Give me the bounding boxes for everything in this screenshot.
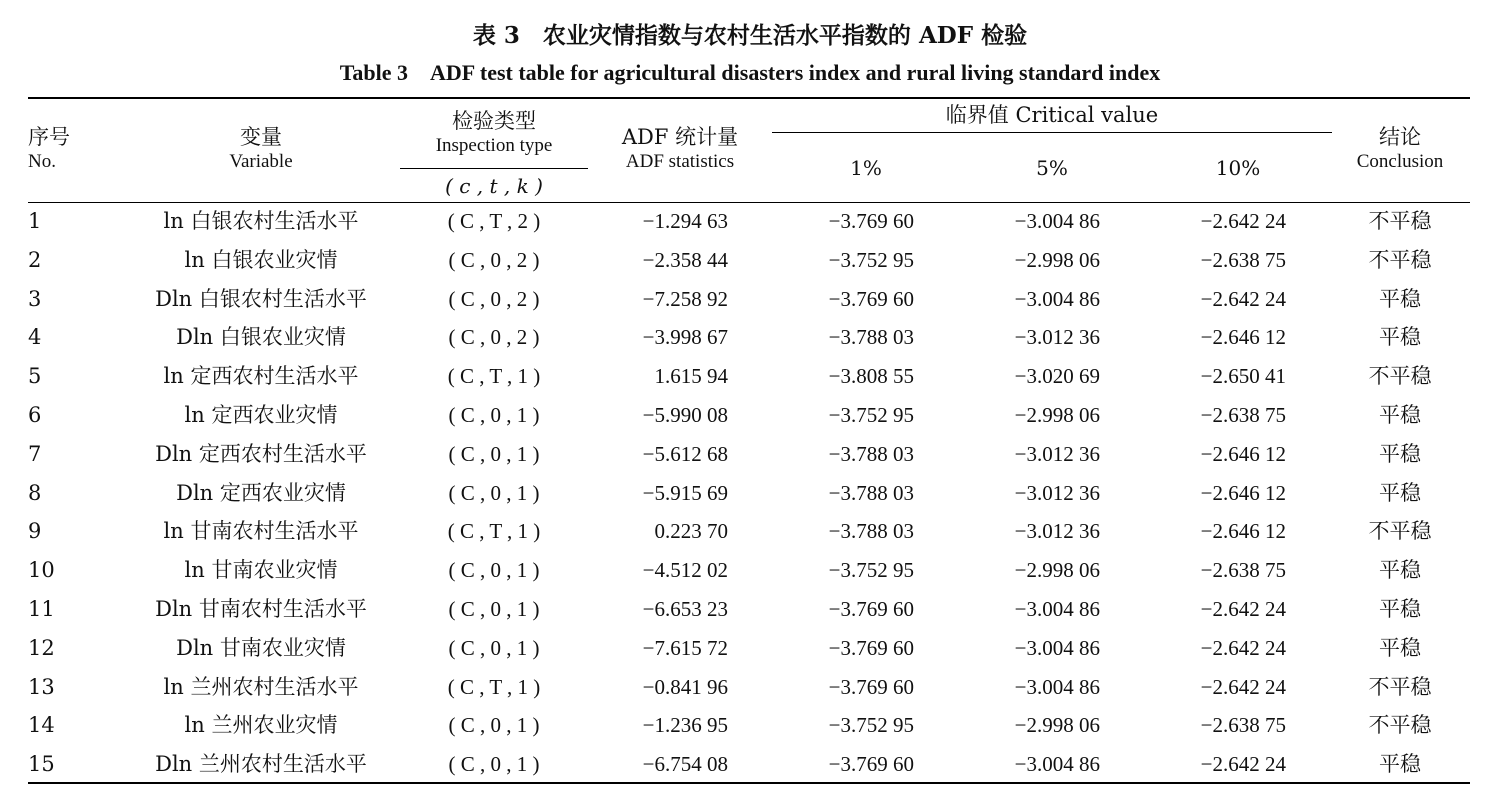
header-conclusion-en: Conclusion [1356, 151, 1444, 172]
row-conclusion: 平稳 [1379, 286, 1421, 311]
row-inspection-type: ( C , T , 1 ) [447, 364, 541, 389]
row-critical-5pct: −3.004 86 [1014, 209, 1100, 233]
row-no: 7 [28, 441, 42, 466]
row-conclusion: 平稳 [1379, 635, 1421, 660]
header-rule [28, 202, 1470, 203]
row-no: 13 [28, 674, 55, 699]
row-adf-statistic: −6.653 23 [642, 597, 728, 621]
header-conclusion-cn: 结论 [1379, 125, 1421, 149]
row-conclusion: 不平稳 [1368, 674, 1432, 699]
row-adf-statistic: −4.512 02 [642, 558, 728, 583]
row-inspection-type: ( C , 0 , 1 ) [448, 558, 540, 583]
row-variable: ln 兰州农村生活水平 [163, 674, 359, 699]
header-no-cn: 序号 [28, 125, 70, 149]
row-adf-statistic: 1.615 94 [654, 364, 728, 389]
header-adf-en: ADF statistics [625, 151, 735, 172]
row-critical-5pct: −3.012 36 [1014, 441, 1100, 466]
header-1pct: 1% [850, 156, 882, 180]
row-critical-5pct: −3.004 86 [1014, 752, 1100, 777]
row-variable: ln 定西农村生活水平 [163, 364, 359, 389]
row-no: 15 [28, 752, 55, 777]
row-inspection-type: ( C , T , 2 ) [447, 209, 541, 233]
row-adf-statistic: −7.258 92 [642, 286, 728, 311]
row-variable: Dln 甘南农村生活水平 [155, 597, 367, 621]
row-variable: ln 甘南农村生活水平 [163, 519, 359, 544]
row-critical-1pct: −3.769 60 [828, 674, 914, 699]
table-caption-cn: 表 3 农业灾情指数与农村生活水平指数的 ADF 检验 [472, 22, 1028, 49]
row-critical-1pct: −3.769 60 [828, 752, 914, 777]
row-critical-1pct: −3.769 60 [828, 286, 914, 311]
row-critical-1pct: −3.769 60 [828, 597, 914, 621]
row-conclusion: 平稳 [1379, 558, 1421, 583]
row-adf-statistic: −1.236 95 [642, 713, 728, 738]
bottom-rule [28, 782, 1470, 784]
row-variable: Dln 兰州农村生活水平 [155, 752, 367, 777]
row-variable: Dln 白银农业灾情 [176, 325, 346, 350]
row-no: 6 [28, 403, 42, 427]
header-no [28, 124, 70, 174]
row-variable: ln 甘南农业灾情 [184, 558, 338, 583]
row-critical-1pct: −3.788 03 [828, 480, 914, 505]
row-adf-statistic: −1.294 63 [642, 209, 728, 233]
row-adf-statistic: −7.615 72 [642, 635, 728, 660]
row-critical-5pct: −2.998 06 [1014, 247, 1100, 272]
row-critical-5pct: −3.004 86 [1014, 635, 1100, 660]
row-conclusion: 平稳 [1379, 752, 1421, 777]
row-critical-10pct: −2.642 24 [1200, 674, 1286, 699]
row-inspection-type: ( C , 0 , 2 ) [448, 286, 540, 311]
header-variable-cn: 变量 [240, 125, 282, 149]
row-adf-statistic: −2.358 44 [642, 247, 728, 272]
row-critical-5pct: −3.012 36 [1014, 325, 1100, 350]
header-no-en: No. [28, 151, 56, 172]
row-critical-10pct: −2.646 12 [1200, 441, 1286, 466]
table-caption-en: Table 3 ADF test table for agricultural disasters index and rural living standard index [339, 60, 1161, 85]
row-inspection-type: ( C , 0 , 2 ) [448, 247, 540, 272]
header-adf-cn: ADF 统计量 [621, 125, 739, 149]
row-conclusion: 平稳 [1379, 403, 1421, 427]
header-inspection-type-cn: 检验类型 [452, 109, 536, 133]
row-inspection-type: ( C , T , 1 ) [447, 674, 541, 699]
row-critical-1pct: −3.788 03 [828, 519, 914, 544]
row-inspection-type: ( C , 0 , 1 ) [448, 441, 540, 466]
row-no: 12 [28, 635, 55, 660]
row-critical-10pct: −2.642 24 [1200, 209, 1286, 233]
row-critical-10pct: −2.642 24 [1200, 286, 1286, 311]
header-variable [120, 124, 402, 174]
critical-value-rule [772, 132, 1332, 133]
header-inspection-type [400, 108, 588, 158]
row-inspection-type: ( C , 0 , 1 ) [448, 403, 540, 427]
row-critical-10pct: −2.642 24 [1200, 597, 1286, 621]
row-critical-1pct: −3.752 95 [828, 558, 914, 583]
header-variable-en: Variable [229, 151, 293, 172]
header-5pct: 5% [1036, 156, 1068, 180]
row-variable: Dln 甘南农业灾情 [176, 635, 346, 660]
row-critical-10pct: −2.638 75 [1200, 403, 1286, 427]
row-variable: ln 兰州农业灾情 [184, 713, 338, 738]
header-inspection-type-en: Inspection type [435, 135, 553, 156]
row-no: 10 [28, 558, 55, 583]
row-conclusion: 平稳 [1379, 441, 1421, 466]
row-variable: Dln 定西农村生活水平 [155, 441, 367, 466]
row-critical-5pct: −3.012 36 [1014, 480, 1100, 505]
row-critical-5pct: −2.998 06 [1014, 558, 1100, 583]
top-rule [28, 97, 1470, 99]
row-no: 1 [28, 209, 42, 233]
row-critical-1pct: −3.752 95 [828, 713, 914, 738]
row-critical-1pct: −3.788 03 [828, 441, 914, 466]
row-critical-10pct: −2.638 75 [1200, 247, 1286, 272]
row-adf-statistic: −5.612 68 [642, 441, 728, 466]
row-adf-statistic: 0.223 70 [654, 519, 728, 544]
row-critical-10pct: −2.638 75 [1200, 558, 1286, 583]
header-adf [600, 124, 760, 174]
row-conclusion: 平稳 [1379, 597, 1421, 621]
row-critical-1pct: −3.808 55 [828, 364, 914, 389]
row-critical-10pct: −2.642 24 [1200, 635, 1286, 660]
row-inspection-type: ( C , 0 , 1 ) [448, 752, 540, 777]
row-variable: Dln 定西农业灾情 [176, 480, 346, 505]
row-conclusion: 平稳 [1379, 480, 1421, 505]
row-critical-1pct: −3.788 03 [828, 325, 914, 350]
row-critical-10pct: −2.650 41 [1200, 364, 1286, 389]
row-critical-5pct: −3.004 86 [1014, 597, 1100, 621]
row-no: 4 [28, 325, 42, 350]
header-critical-value: 临界值 Critical value [945, 103, 1159, 127]
row-critical-5pct: −3.004 86 [1014, 286, 1100, 311]
row-inspection-type: ( C , 0 , 1 ) [448, 713, 540, 738]
row-critical-5pct: −3.012 36 [1014, 519, 1100, 544]
row-critical-10pct: −2.646 12 [1200, 325, 1286, 350]
header-inspection-params: ( c , t , k ) [445, 174, 543, 198]
row-inspection-type: ( C , 0 , 1 ) [448, 480, 540, 505]
row-inspection-type: ( C , T , 1 ) [447, 519, 541, 544]
row-no: 2 [28, 247, 42, 272]
row-critical-5pct: −3.020 69 [1014, 364, 1100, 389]
row-conclusion: 不平稳 [1368, 247, 1432, 272]
row-conclusion: 不平稳 [1368, 713, 1432, 738]
row-inspection-type: ( C , 0 , 1 ) [448, 597, 540, 621]
inspection-type-rule [400, 168, 588, 169]
row-no: 14 [28, 713, 55, 738]
row-critical-5pct: −2.998 06 [1014, 403, 1100, 427]
row-critical-1pct: −3.752 95 [828, 247, 914, 272]
row-critical-5pct: −2.998 06 [1014, 713, 1100, 738]
row-variable: Dln 白银农村生活水平 [155, 286, 367, 311]
row-no: 5 [28, 364, 42, 389]
row-inspection-type: ( C , 0 , 1 ) [448, 635, 540, 660]
row-conclusion: 不平稳 [1368, 209, 1432, 233]
row-adf-statistic: −5.915 69 [642, 480, 728, 505]
row-critical-10pct: −2.642 24 [1200, 752, 1286, 777]
row-no: 8 [28, 480, 42, 505]
row-critical-1pct: −3.752 95 [828, 403, 914, 427]
row-adf-statistic: −0.841 96 [642, 674, 728, 699]
row-critical-10pct: −2.638 75 [1200, 713, 1286, 738]
row-conclusion: 平稳 [1379, 325, 1421, 350]
row-no: 9 [28, 519, 42, 544]
row-adf-statistic: −5.990 08 [642, 403, 728, 427]
row-conclusion: 不平稳 [1368, 364, 1432, 389]
header-10pct: 10% [1215, 156, 1261, 180]
row-conclusion: 不平稳 [1368, 519, 1432, 544]
row-adf-statistic: −6.754 08 [642, 752, 728, 777]
row-no: 3 [28, 286, 42, 311]
row-critical-1pct: −3.769 60 [828, 635, 914, 660]
row-variable: ln 定西农业灾情 [184, 403, 338, 427]
row-critical-5pct: −3.004 86 [1014, 674, 1100, 699]
row-critical-10pct: −2.646 12 [1200, 519, 1286, 544]
row-critical-10pct: −2.646 12 [1200, 480, 1286, 505]
row-no: 11 [28, 597, 55, 621]
row-inspection-type: ( C , 0 , 2 ) [448, 325, 540, 350]
row-variable: ln 白银农业灾情 [184, 247, 338, 272]
row-variable: ln 白银农村生活水平 [163, 209, 359, 233]
row-critical-1pct: −3.769 60 [828, 209, 914, 233]
header-conclusion [1340, 124, 1460, 174]
row-adf-statistic: −3.998 67 [642, 325, 728, 350]
